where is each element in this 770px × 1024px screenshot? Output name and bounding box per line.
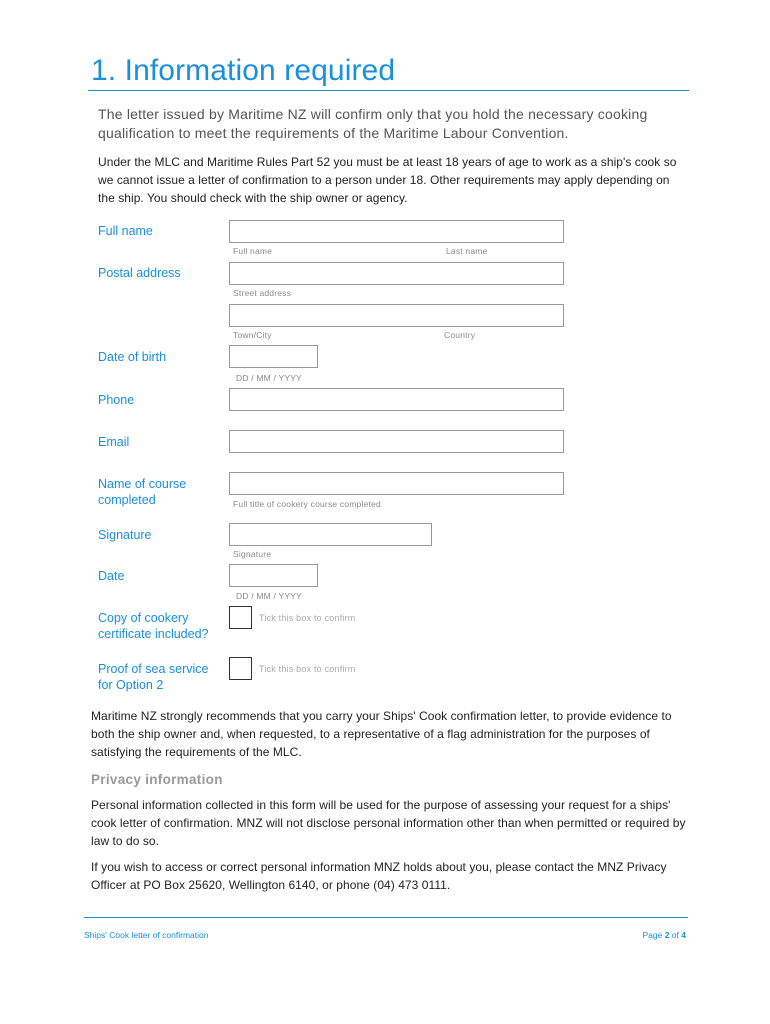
country-hint: Country (444, 330, 476, 340)
full-name-label: Full name (98, 224, 153, 238)
course-label-line2: completed (98, 493, 156, 507)
email-label: Email (98, 435, 130, 449)
cookery-certificate-label-line1: Copy of cookery (98, 611, 189, 625)
section-title: 1. Information required (91, 54, 396, 87)
course-label-line1: Name of course (98, 477, 187, 491)
cookery-certificate-hint: Tick this box to confirm (259, 613, 356, 623)
page-current: 2 (664, 930, 670, 940)
date-of-birth-input[interactable] (229, 345, 318, 368)
signature-label: Signature (98, 528, 152, 542)
footer-doc-title: Ships' Cook letter of confirmation (84, 930, 209, 940)
page-total: 4 (681, 930, 686, 940)
full-name-input[interactable] (229, 220, 564, 243)
cookery-certificate-label (98, 610, 208, 642)
course-label (98, 476, 186, 508)
street-address-input[interactable] (229, 262, 564, 285)
street-address-hint: Street address (233, 288, 292, 298)
postal-address-label: Postal address (98, 266, 181, 280)
date-of-birth-hint: DD / MM / YYYY (236, 373, 302, 383)
page-prefix: Page (642, 930, 663, 940)
age-requirement-text: Under the MLC and Maritime Rules Part 52 you must be at least 18 years of age to work as a ship's cook so we cannot issue a letter of confirmation to a person under 18. Other requirements may apply depending on the ship. You should check with the ship owner or agency. (98, 155, 677, 205)
privacy-text-2: If you wish to access or correct personal information MNZ holds about you, please contact the MNZ Privacy Officer at PO Box 25620, Wellington 6140, or phone (04) 473 0111. (91, 860, 667, 892)
course-input[interactable] (229, 472, 564, 495)
date-of-birth-label: Date of birth (98, 350, 167, 364)
last-name-hint: Last name (446, 246, 488, 256)
heading-divider (88, 90, 689, 91)
date-hint: DD / MM / YYYY (236, 591, 302, 601)
phone-input[interactable] (229, 388, 564, 411)
signature-input[interactable] (229, 523, 432, 546)
footer-page-number (642, 930, 686, 940)
footer-divider (84, 917, 688, 918)
sea-service-hint: Tick this box to confirm (259, 664, 356, 674)
town-country-input[interactable] (229, 304, 564, 327)
privacy-heading: Privacy information (91, 772, 223, 787)
email-input[interactable] (229, 430, 564, 453)
sea-service-label-line2: for Option 2 (98, 678, 164, 692)
sea-service-checkbox[interactable] (229, 657, 252, 680)
date-label: Date (98, 569, 125, 583)
intro-text: The letter issued by Maritime NZ will confirm only that you hold the necessary cooking qualification to meet the requirements of the Maritime Labour Convention. (98, 106, 648, 141)
date-input[interactable] (229, 564, 318, 587)
first-name-hint: Full name (233, 246, 273, 256)
sea-service-label-line1: Proof of sea service (98, 662, 209, 676)
sea-service-label (98, 661, 208, 693)
cookery-certificate-checkbox[interactable] (229, 606, 252, 629)
course-hint: Full title of cookery course completed (233, 499, 381, 509)
recommendation-text: Maritime NZ strongly recommends that you carry your Ships' Cook confirmation letter, to provide evidence to both the ship owner and, when requested, to a representative of a flag administration for the purposes of satisfying the requirements of the MLC. (91, 709, 672, 759)
privacy-text-1: Personal information collected in this form will be used for the purpose of assessing your request for a ships' cook letter of confirmation. MNZ will not disclose personal information other than when permitted or required by law to do so. (91, 798, 686, 848)
page-of: of (671, 930, 679, 940)
town-hint: Town/City (233, 330, 272, 340)
phone-label: Phone (98, 393, 135, 407)
cookery-certificate-label-line2: certificate included? (98, 627, 209, 641)
signature-hint: Signature (233, 549, 272, 559)
